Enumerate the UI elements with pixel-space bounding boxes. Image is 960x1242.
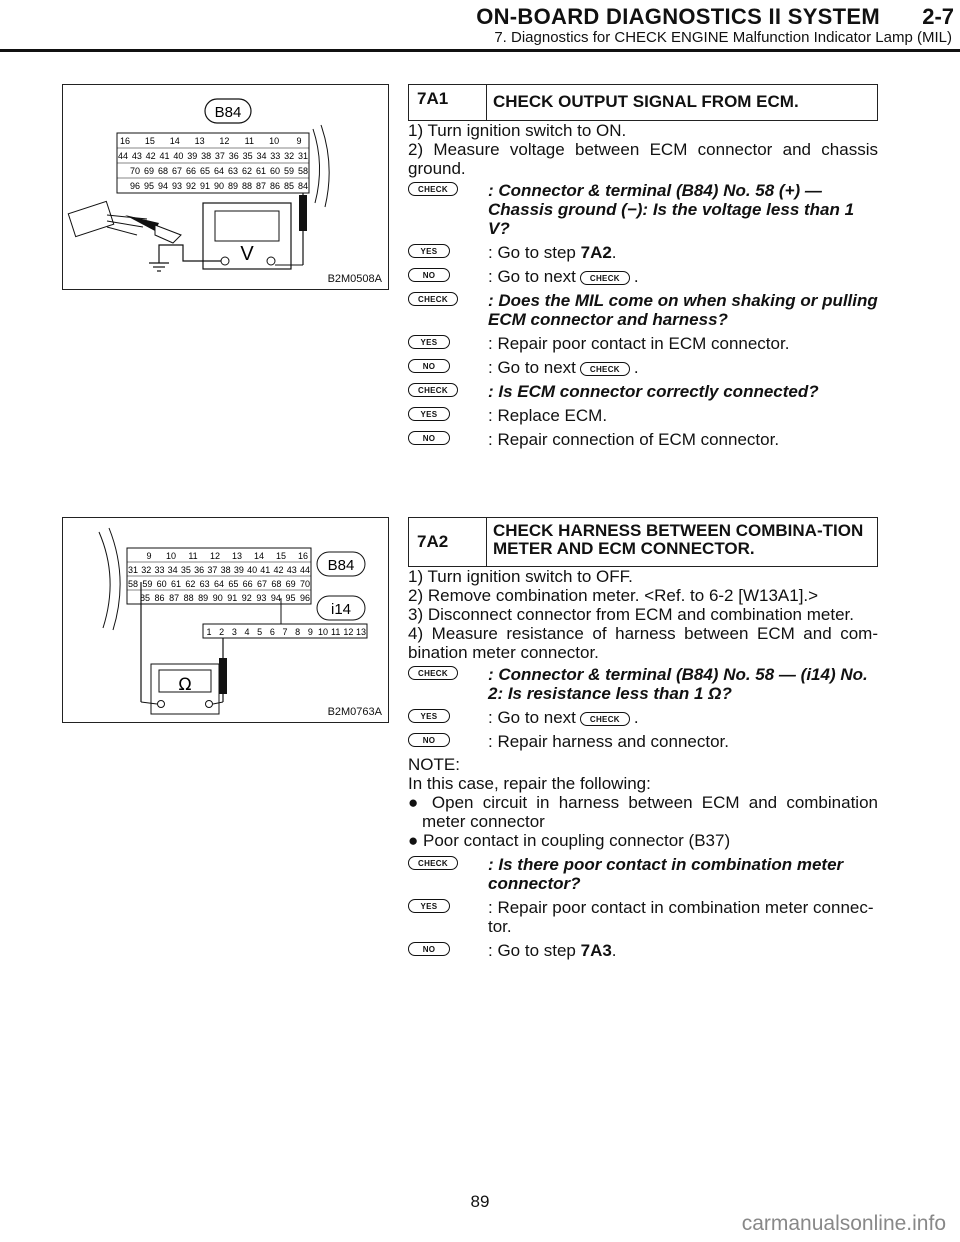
check-text: : Does the MIL come on when shaking or pulling ECM connector and harness? [488, 291, 878, 329]
pin-number: 95 [143, 181, 155, 191]
pin-number: 65 [228, 579, 239, 589]
pin-number: 7 [282, 627, 288, 637]
pin-number: 63 [227, 166, 239, 176]
yes-text: : Go to next [488, 708, 576, 727]
no-text: : Go to next [488, 358, 576, 377]
figure-1-diagram [63, 85, 388, 289]
yes-text: : Repair poor contact in ECM connector. [488, 334, 790, 353]
pin-number: 96 [299, 593, 311, 603]
pin-number: 42 [273, 565, 284, 575]
yes-text: : Repair poor contact in combination meter connec-tor. [488, 898, 874, 936]
pin-number: 87 [255, 181, 267, 191]
pin-number: 91 [227, 593, 238, 603]
instruction: 1) Turn ignition switch to OFF. [408, 567, 633, 586]
pin-number: 92 [185, 181, 197, 191]
pin-number: 58 [127, 579, 139, 589]
instruction: 1) Turn ignition switch to ON. [408, 121, 627, 140]
pin-number: 84 [297, 181, 309, 191]
pin-number: 68 [157, 166, 169, 176]
pin-number: 96 [129, 181, 141, 191]
note-bullet: ● Poor contact in coupling connector (B37) [408, 831, 731, 850]
pin-number: 36 [194, 565, 205, 575]
step-number: 7A2 [409, 518, 487, 566]
pin-number: 62 [185, 579, 196, 589]
no-badge: NO [408, 268, 450, 282]
pin-number: 67 [171, 166, 183, 176]
check-badge-inline: CHECK [580, 271, 630, 285]
pin-number: 12 [343, 627, 354, 637]
pin-number: 86 [154, 593, 165, 603]
check-row [408, 291, 878, 329]
punctuation: . [633, 708, 639, 727]
fig2-connector1-label: B84 [327, 557, 355, 574]
no-badge: NO [408, 733, 450, 747]
step-title: CHECK HARNESS BETWEEN COMBINA-TION METER AND ECM CONNECTOR. [493, 521, 864, 558]
note-intro: In this case, repair the following: [408, 774, 651, 793]
pin-number: 9 [307, 627, 313, 637]
no-text: : Repair harness and connector. [488, 732, 729, 751]
pin-number: 15 [144, 136, 155, 146]
pin-number: 89 [198, 593, 209, 603]
yes-badge: YES [408, 407, 450, 421]
no-row [408, 430, 878, 449]
pin-number: 61 [170, 579, 182, 589]
pin-number: 43 [286, 565, 297, 575]
yes-badge: YES [408, 335, 450, 349]
pin-number: 90 [212, 593, 223, 603]
pin-number: 35 [180, 565, 191, 575]
check-badge: CHECK [408, 182, 458, 196]
fig2-connector2-label: i14 [330, 601, 352, 618]
instruction: 4) Measure resistance of harness between ECM and com-bination meter connector. [408, 624, 878, 662]
pin-number: 93 [256, 593, 267, 603]
pin-number: 10 [165, 551, 177, 561]
check-text: : Connector & terminal (B84) No. 58 (+) — Chassis ground (−): Is the voltage less than 1 V? [488, 181, 855, 238]
pin-number: 85 [139, 593, 151, 603]
pin-number: 13 [194, 136, 205, 146]
pin-number: 14 [169, 136, 180, 146]
pin-number: 66 [185, 166, 197, 176]
figure-1-caption: B2M0508A [327, 273, 382, 285]
check-badge: CHECK [408, 856, 458, 870]
pin-number: 64 [213, 166, 225, 176]
pin-number: 9 [296, 136, 302, 146]
step-title: CHECK OUTPUT SIGNAL FROM ECM. [493, 92, 799, 111]
pin-number: 92 [241, 593, 252, 603]
bullet-text: Poor contact in coupling connector (B37) [423, 831, 731, 850]
punctuation: . [611, 941, 617, 960]
pin-number: 35 [242, 151, 253, 161]
yes-row [408, 243, 878, 262]
note-label: NOTE: [408, 755, 460, 774]
figure-2 [62, 517, 389, 723]
pin-number: 95 [285, 593, 296, 603]
step-number: 7A1 [409, 85, 487, 120]
pin-number: 62 [241, 166, 253, 176]
pin-number: 13 [231, 551, 243, 561]
yes-row [408, 334, 878, 353]
check-badge-inline: CHECK [580, 362, 630, 376]
yes-text: : Replace ECM. [488, 406, 608, 425]
pin-number: 89 [227, 181, 239, 191]
pin-number: 16 [297, 551, 309, 561]
pin-number: 85 [283, 181, 295, 191]
pin-number: 70 [299, 579, 311, 589]
pin-number: 65 [199, 166, 211, 176]
pin-number: 4 [244, 627, 250, 637]
yes-text: : Go to step [488, 243, 581, 262]
pin-number: 38 [220, 565, 231, 575]
pin-number: 38 [201, 151, 212, 161]
header-rule [0, 49, 960, 52]
watermark: carmanualsonline.info [741, 1212, 946, 1235]
bullet-text: Open circuit in harness between ECM and combination meter connector [422, 793, 878, 831]
punctuation: . [633, 267, 639, 286]
pin-number: 36 [228, 151, 239, 161]
pin-number: 90 [213, 181, 225, 191]
pin-number: 44 [117, 151, 129, 161]
pin-number: 37 [214, 151, 225, 161]
pin-number: 61 [255, 166, 267, 176]
check-badge: CHECK [408, 383, 458, 397]
header-title: ON-BOARD DIAGNOSTICS II SYSTEM [476, 4, 880, 29]
pin-number: 41 [260, 565, 271, 575]
pin-number: 3 [231, 627, 237, 637]
pin-number: 15 [275, 551, 287, 561]
pin-number: 60 [156, 579, 167, 589]
pin-number: 88 [241, 181, 253, 191]
pin-number: 94 [157, 181, 169, 191]
pin-number: 59 [283, 166, 295, 176]
check-row [408, 382, 878, 401]
no-text: : Go to next [488, 267, 576, 286]
pin-number: 2 [219, 627, 225, 637]
pin-number: 60 [269, 166, 281, 176]
step-7a2-header [408, 517, 878, 567]
fig1-connector-label: B84 [214, 104, 242, 121]
pin-number: 12 [219, 136, 230, 146]
check-text: : Is ECM connector correctly connected? [488, 382, 819, 401]
pin-number: 66 [242, 579, 253, 589]
pin-number: 14 [253, 551, 265, 561]
step-link[interactable]: 7A3 [580, 941, 612, 960]
pin-number: 58 [297, 166, 309, 176]
pin-number: 1 [206, 627, 212, 637]
pin-number: 69 [143, 166, 155, 176]
yes-badge: YES [408, 244, 450, 258]
pin-number: 34 [256, 151, 267, 161]
pin-number: 12 [209, 551, 221, 561]
section-number: 2-7 [922, 4, 954, 29]
step-7a2 [408, 517, 878, 960]
yes-badge: YES [408, 899, 450, 913]
pin-number: 33 [270, 151, 281, 161]
pin-number: 31 [297, 151, 309, 161]
check-row [408, 855, 878, 893]
step-7a1-header [408, 84, 878, 121]
no-badge: NO [408, 431, 450, 445]
step-7a1 [408, 84, 878, 449]
check-text: : Is there poor contact in combination meter connector? [488, 855, 844, 893]
yes-badge: YES [408, 709, 450, 723]
pin-number: 33 [154, 565, 165, 575]
check-badge: CHECK [408, 666, 458, 680]
pin-number: 39 [233, 565, 244, 575]
punctuation: . [611, 243, 617, 262]
yes-row [408, 708, 878, 727]
no-row [408, 941, 878, 960]
yes-row [408, 898, 878, 936]
no-badge: NO [408, 942, 450, 956]
pin-number: 16 [119, 136, 131, 146]
instruction: 2) Measure voltage between ECM connector and chassis ground. [408, 140, 878, 178]
pin-number: 91 [199, 181, 211, 191]
pin-number: 10 [269, 136, 280, 146]
pin-number: 68 [271, 579, 282, 589]
pin-number: 67 [256, 579, 268, 589]
pin-number: 44 [299, 565, 311, 575]
pin-number: 37 [207, 565, 218, 575]
pin-number: 41 [159, 151, 170, 161]
pin-number: 8 [295, 627, 301, 637]
no-row [408, 267, 878, 286]
pin-number: 13 [355, 627, 367, 637]
pin-number: 64 [213, 579, 225, 589]
pin-number: 70 [129, 166, 141, 176]
figure-2-caption: B2M0763A [327, 706, 382, 718]
figure-2-diagram [63, 518, 388, 722]
step-link[interactable]: 7A2 [580, 243, 612, 262]
check-row [408, 665, 878, 703]
yes-row [408, 406, 878, 425]
no-text: : Repair connection of ECM connector. [488, 430, 780, 449]
no-row [408, 732, 878, 751]
check-row [408, 181, 878, 238]
page-number: 89 [470, 1192, 490, 1211]
pin-number: 93 [171, 181, 183, 191]
pin-number: 69 [285, 579, 296, 589]
pin-number: 86 [269, 181, 281, 191]
no-badge: NO [408, 359, 450, 373]
pin-number: 94 [270, 593, 281, 603]
pin-number: 42 [145, 151, 156, 161]
pin-number: 34 [167, 565, 178, 575]
check-text: : Connector & terminal (B84) No. 58 — (i14) No. 2: Is resistance less than 1 Ω? [488, 665, 868, 703]
pin-number: 11 [188, 551, 198, 561]
instruction: 2) Remove combination meter. <Ref. to 6-2 [W13A1].> [408, 586, 819, 605]
header-subtitle: 7. Diagnostics for CHECK ENGINE Malfunction Indicator Lamp (MIL) [494, 29, 952, 46]
pin-number: 40 [173, 151, 184, 161]
pin-number: 40 [247, 565, 258, 575]
pin-number: 59 [142, 579, 153, 589]
pin-number: 31 [127, 565, 139, 575]
pin-number: 9 [146, 551, 152, 561]
no-text: : Go to step [488, 941, 581, 960]
no-row [408, 358, 878, 377]
fig1-meter-symbol: V [240, 243, 254, 265]
pin-number: 39 [187, 151, 198, 161]
pin-number: 6 [269, 627, 275, 637]
pin-number: 43 [131, 151, 142, 161]
note-bullet: ● Open circuit in harness between ECM and combination meter connector [408, 793, 878, 831]
pin-number: 11 [244, 136, 254, 146]
check-badge: CHECK [408, 292, 458, 306]
figure-1 [62, 84, 389, 290]
fig2-meter-symbol: Ω [178, 675, 192, 695]
pin-number: 88 [183, 593, 194, 603]
pin-number: 87 [169, 593, 180, 603]
pin-number: 32 [141, 565, 152, 575]
pin-number: 10 [317, 627, 329, 637]
pin-number: 11 [330, 627, 341, 637]
pin-number: 32 [284, 151, 295, 161]
pin-number: 63 [199, 579, 210, 589]
check-badge-inline: CHECK [580, 712, 630, 726]
punctuation: . [633, 358, 639, 377]
pin-number: 5 [257, 627, 263, 637]
instruction: 3) Disconnect connector from ECM and combination meter. [408, 605, 854, 624]
